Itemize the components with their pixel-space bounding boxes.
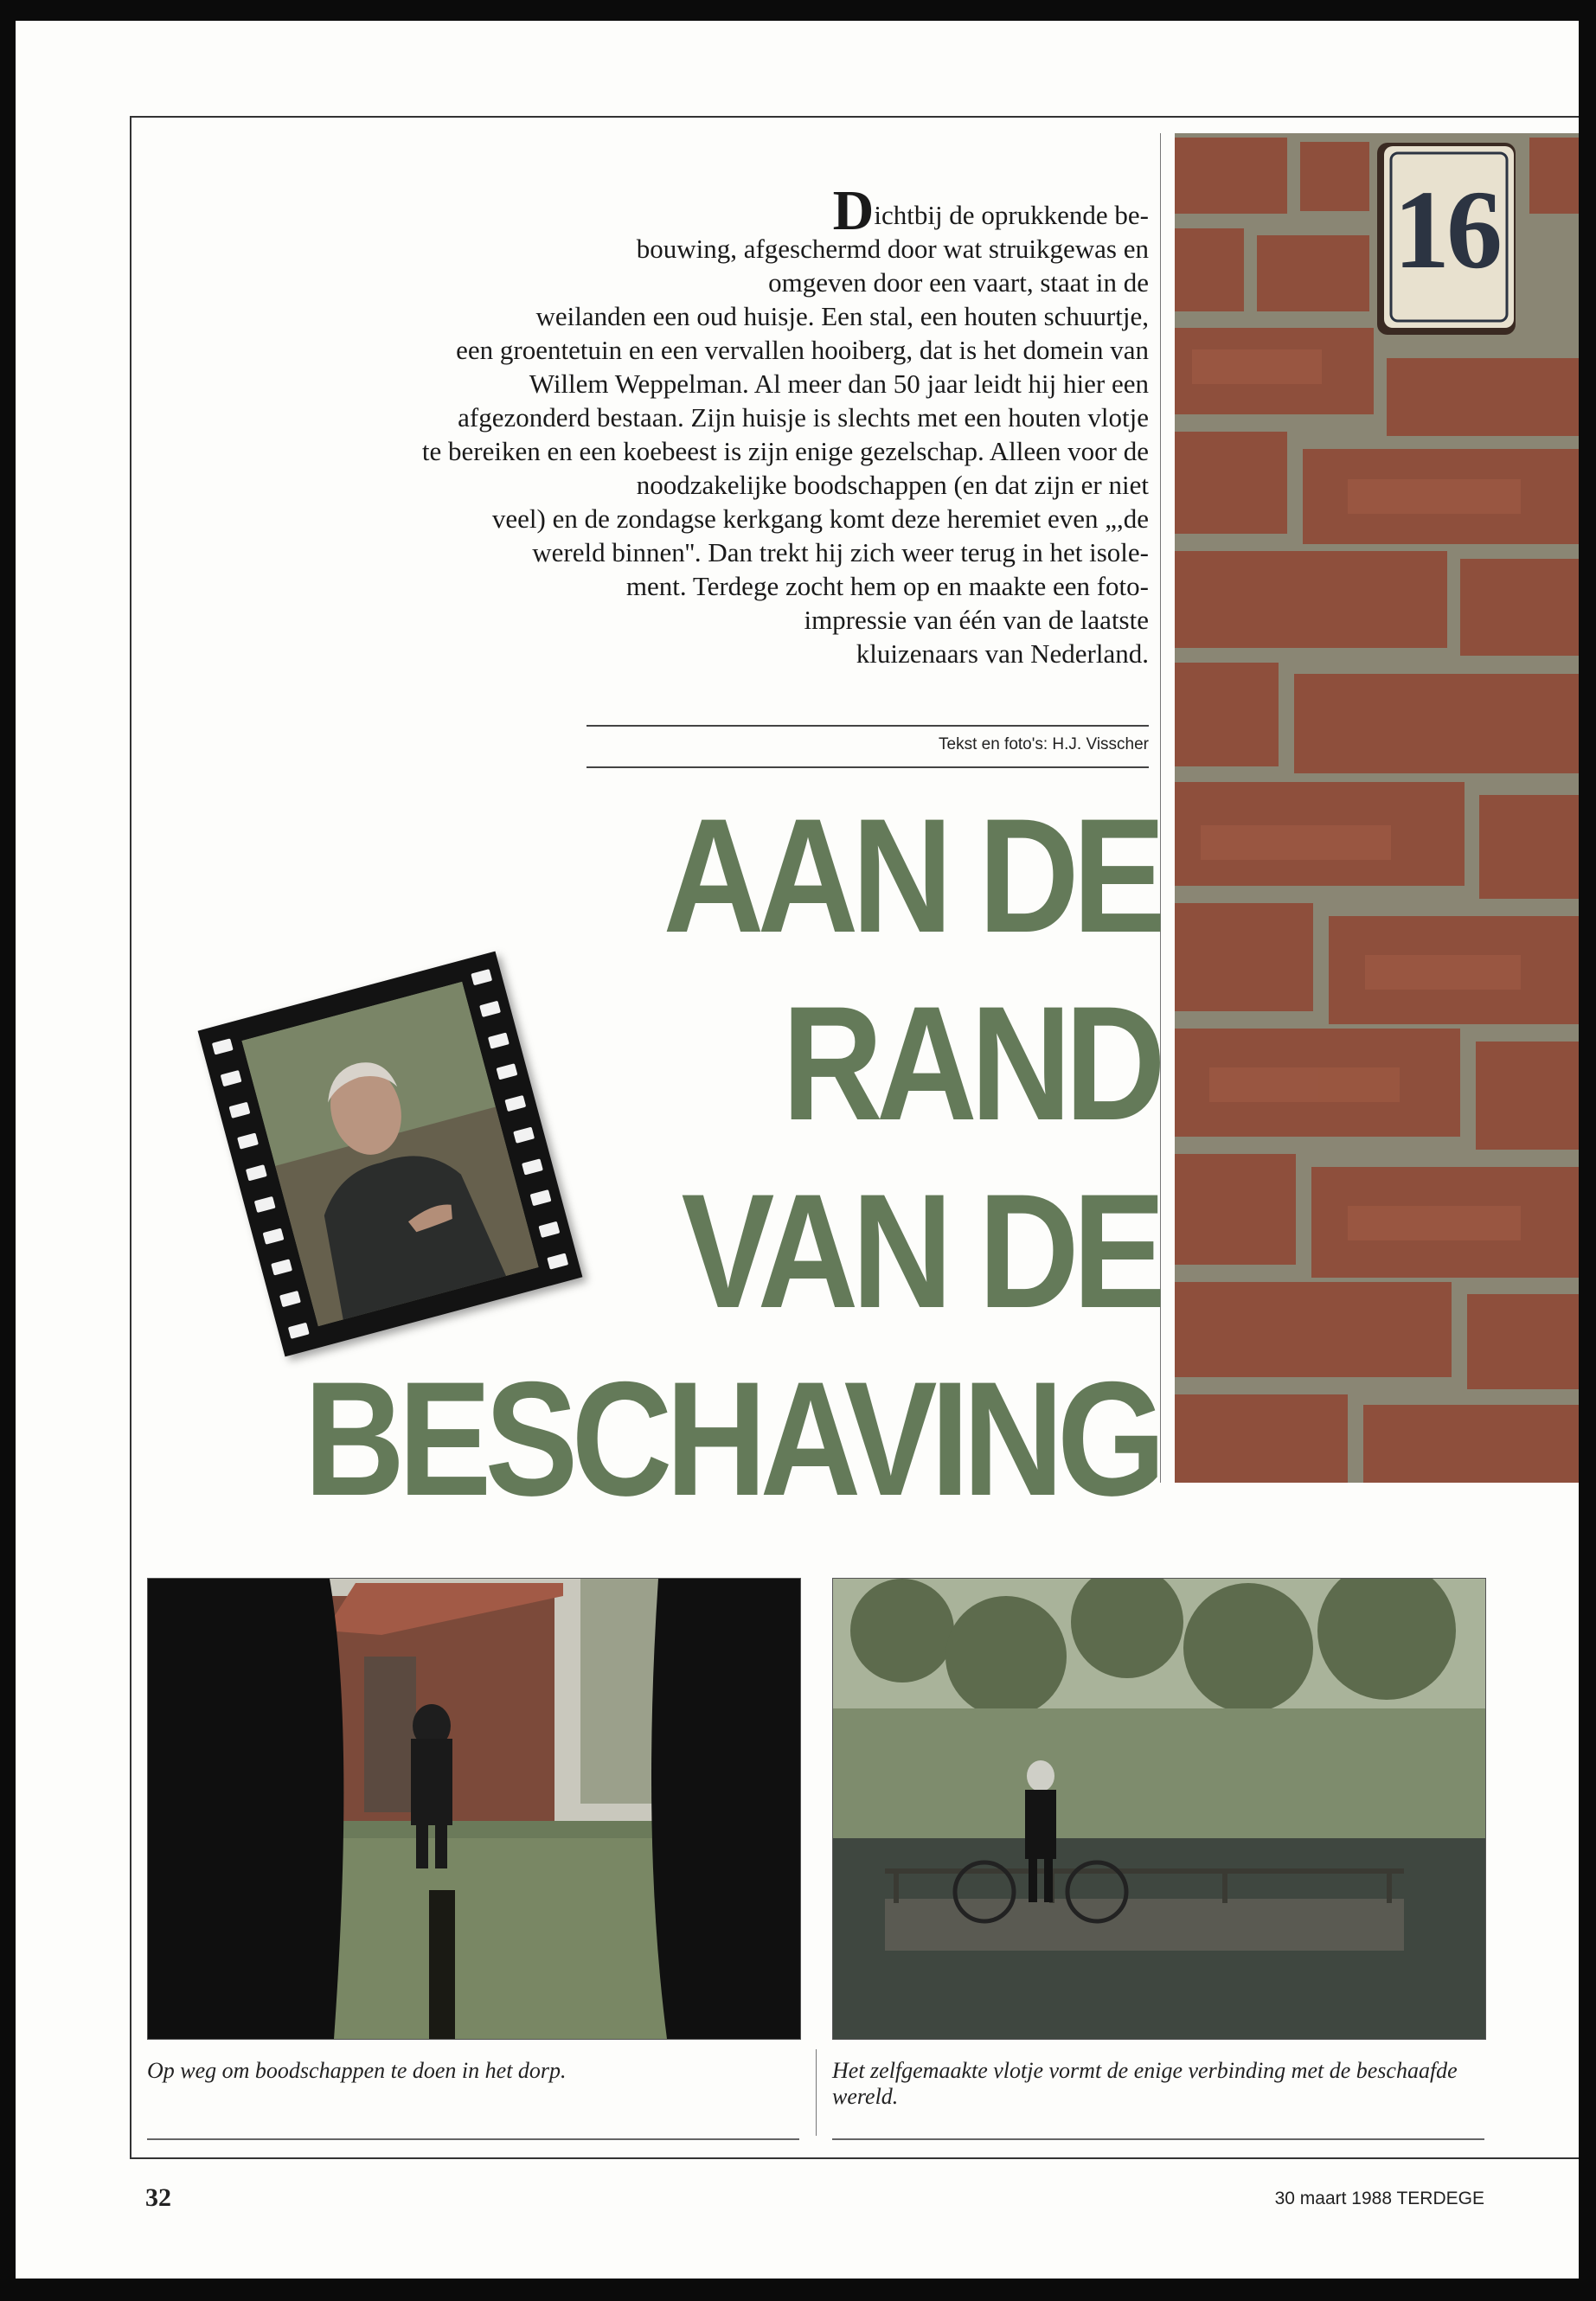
intro-line: weilanden een oud huisje. Een stal, een houten schuurtje, [535,301,1149,331]
farm-yard-photo [148,1579,800,2039]
intro-line: noodzakelijke boodschappen (en dat zijn er niet [636,470,1149,500]
photo-walking-to-village [147,1578,801,2040]
top-rule [130,116,1579,118]
magazine-page [16,21,1579,2279]
brick-wall-photo [1175,133,1579,1483]
intro-line: ichtbij de oprukkende be- [874,200,1149,230]
intro-line: impressie van één van de laatste [804,605,1149,635]
intro-line: ment. Terdege zocht hem op en maakte een foto- [625,571,1149,601]
photo-credit: Tekst en foto's: H.J. Visscher [939,735,1149,753]
bottom-rule [130,2157,1579,2159]
headline-line: BESCHAVING [304,1348,1159,1529]
photo-raft [832,1578,1486,2040]
intro-line: omgeven door een vaart, staat in de [768,267,1149,298]
intro-line: een groentetuin en een vervallen hooiberg, dat is het domein van [456,335,1149,365]
intro-line: Willem Weppelman. Al meer dan 50 jaar leidt hij hier een [529,369,1149,399]
headline-line: RAND [781,972,1159,1154]
raft-photo [833,1579,1485,2039]
column-separator [1160,133,1161,1483]
intro-line: bouwing, afgeschermd door wat struikgewas en [636,234,1149,264]
intro-line: afgezonderd bestaan. Zijn huisje is slechts met een houten vlotje [458,402,1149,433]
intro-paragraph [232,179,1149,670]
intro-line: kluizenaars van Nederland. [856,638,1149,669]
intro-line: te bereiken en een koebeest is zijn enige gezelschap. Alleen voor de [421,436,1149,466]
caption-rule-right [832,2138,1484,2140]
house-number: 16 [1394,168,1499,292]
headline-line: AAN DE [663,785,1159,966]
drop-cap: D [832,179,875,242]
intro-line: wereld binnen''. Dan trekt hij zich weer terug in het isole- [532,537,1149,567]
issue-date: 30 maart 1988 TERDEGE [1274,2189,1484,2208]
caption-separator [816,2049,817,2136]
caption-left: Op weg om boodschappen te doen in het dorp. [147,2058,567,2083]
credit-rule-bottom [586,766,1149,768]
house-number-sign [1372,138,1521,341]
intro-line: veel) en de zondagse kerkgang komt deze heremiet even „,de [491,503,1149,534]
page-number: 32 [145,2183,171,2212]
left-rule [130,116,131,2157]
caption-rule-left [147,2138,799,2140]
credit-rule-top [586,725,1149,727]
caption-right: Het zelfgemaakte vlotje vormt de enige verbinding met de beschaafde wereld. [832,2058,1458,2109]
headline-line: VAN DE [681,1160,1159,1342]
